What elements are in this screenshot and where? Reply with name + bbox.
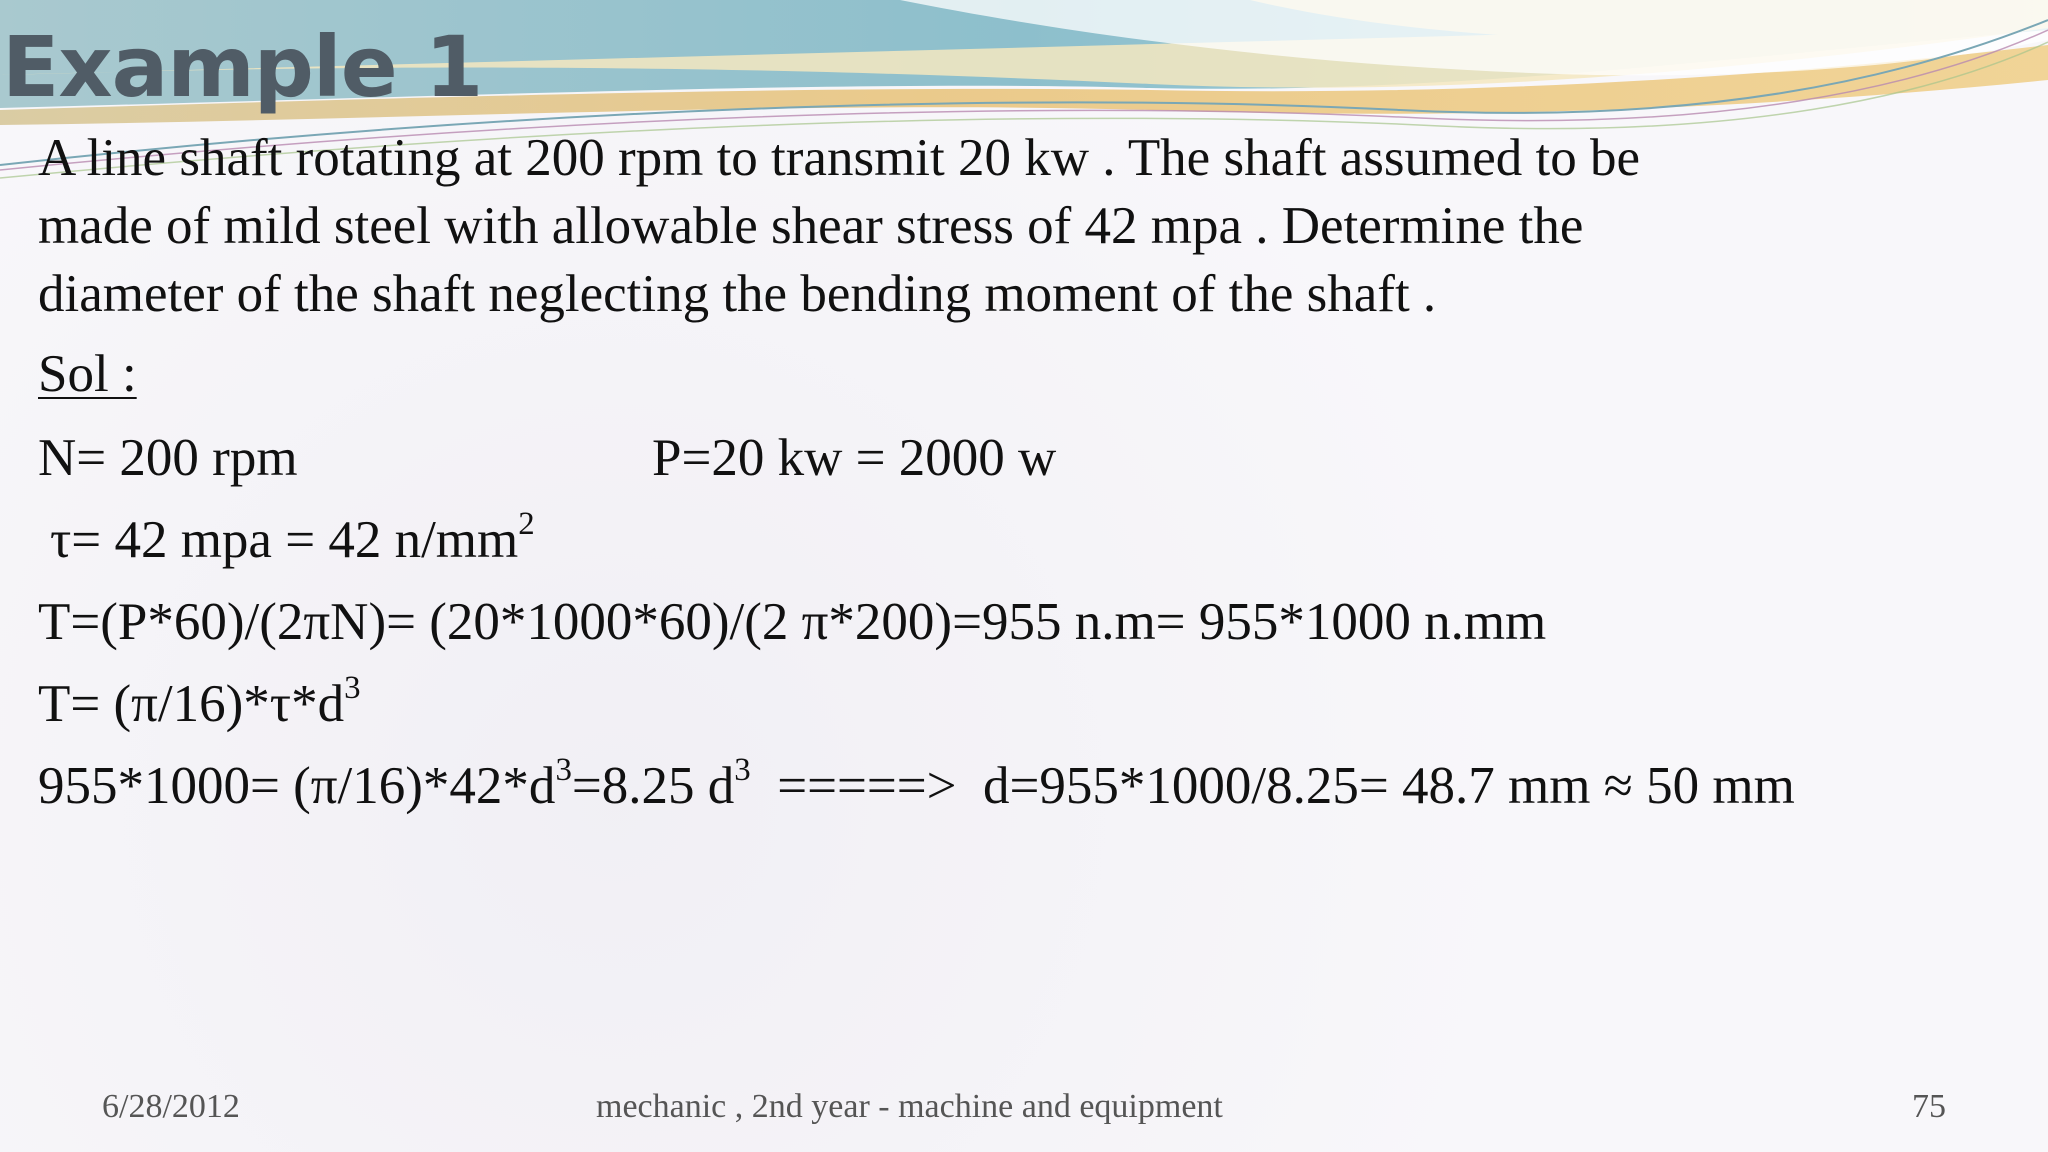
- solution-label: Sol :: [38, 345, 137, 403]
- footer-date: 6/28/2012: [102, 1088, 240, 1125]
- problem-line: diameter of the shaft neglecting the bending moment of the shaft .: [38, 265, 1437, 323]
- diameter-part-3: =====> d=955*1000/8.25= 48.7 mm ≈ 50 mm: [750, 757, 1795, 815]
- given-power: P=20 kw = 2000 w: [652, 429, 1057, 487]
- diameter-part-2: =8.25 d: [571, 757, 735, 815]
- footer-page-number: 75: [1912, 1088, 1946, 1125]
- diameter-part-1: 955*1000= (π/16)*42*d: [38, 757, 556, 815]
- diameter-calculation: [38, 752, 1795, 820]
- shear-stress-text: τ= 42 mpa = 42 n/mm: [50, 511, 519, 569]
- diameter-exponent-2: 3: [734, 752, 751, 788]
- torque-formula: [38, 670, 361, 738]
- torque-formula-text: T= (π/16)*τ*d: [38, 675, 345, 733]
- torque-calculation: T=(P*60)/(2πN)= (20*1000*60)/(2 π*200)=955 n.m= 955*1000 n.mm: [38, 593, 1547, 651]
- problem-statement: [38, 124, 1998, 328]
- given-speed: N= 200 rpm: [38, 429, 298, 487]
- problem-line: made of mild steel with allowable shear stress of 42 mpa . Determine the: [38, 197, 1584, 255]
- diameter-exponent-1: 3: [555, 752, 572, 788]
- torque-formula-exponent: 3: [344, 670, 361, 706]
- problem-line: A line shaft rotating at 200 rpm to transmit 20 kw . The shaft assumed to be: [38, 129, 1641, 187]
- footer-course-title: mechanic , 2nd year - machine and equipment: [596, 1088, 1223, 1125]
- shear-stress-exponent: 2: [518, 506, 535, 542]
- slide-title: Example 1: [2, 18, 483, 116]
- given-shear-stress: [50, 506, 535, 574]
